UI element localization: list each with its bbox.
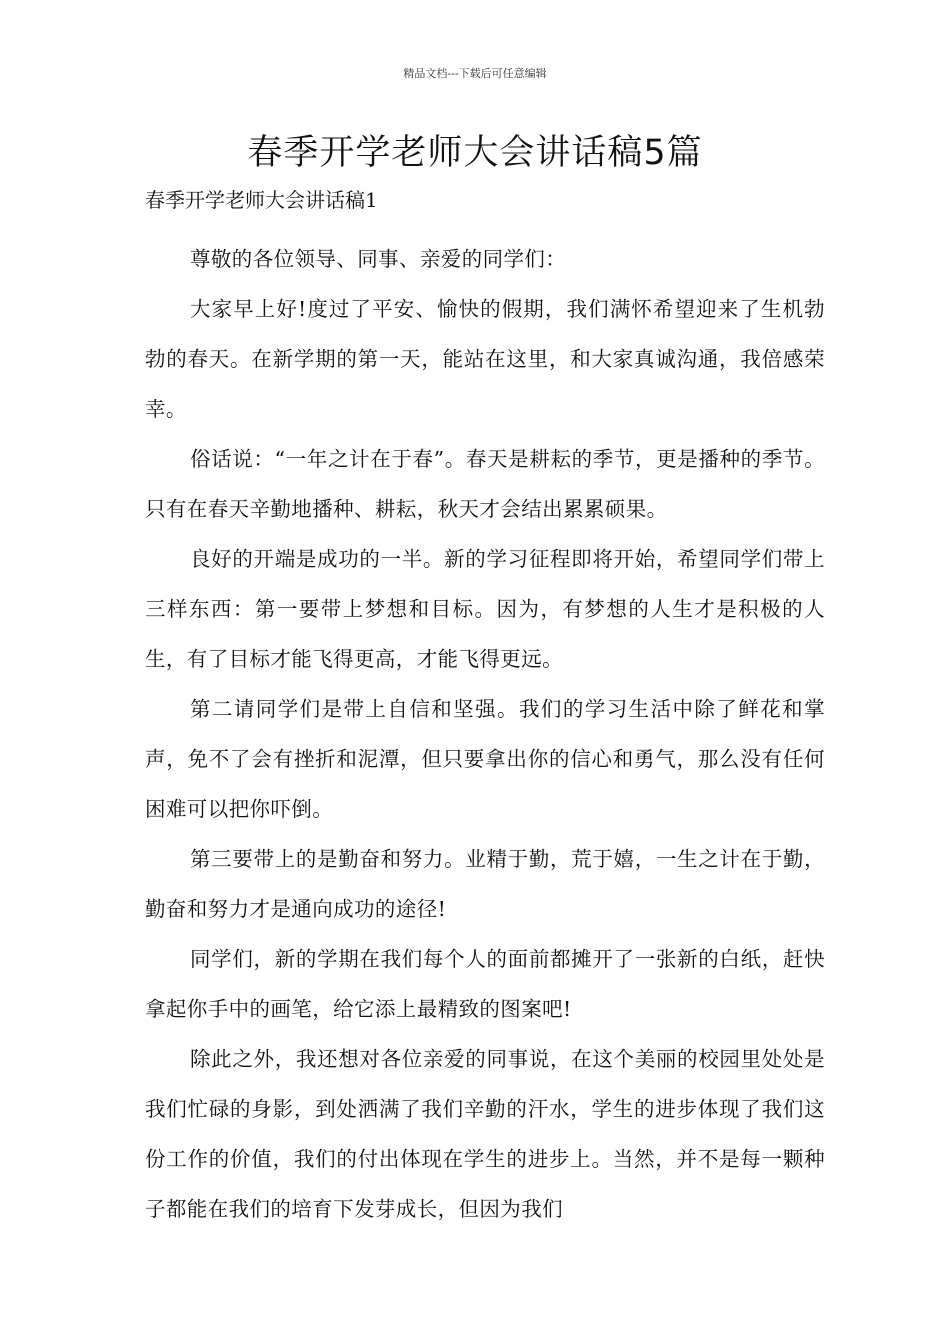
header-note: 精品文档---下载后可任意编辑 bbox=[403, 67, 547, 80]
paragraph: 第二请同学们是带上自信和坚强。我们的学习生活中除了鲜花和掌声，免不了会有挫折和泥潭，但只要拿出你的信心和勇气，那么没有任何困难可以把你吓倒。 bbox=[145, 697, 825, 821]
paragraph: 第三要带上的是勤奋和努力。业精于勤，荒于嬉，一生之计在于勤，勤奋和努力才是通向成功的途径! bbox=[145, 847, 825, 921]
document-title: 春季开学老师大会讲话稿5篇 bbox=[247, 133, 703, 173]
section-subtitle: 春季开学老师大会讲话稿1 bbox=[145, 188, 378, 212]
paragraph: 良好的开端是成功的一半。新的学习征程即将开始，希望同学们带上三样东西：第一要带上梦想和目标。因为，有梦想的人生才是积极的人生，有了目标才能飞得更高，才能飞得更远。 bbox=[145, 547, 825, 671]
paragraph: 大家早上好!度过了平安、愉快的假期，我们满怀希望迎来了生机勃勃的春天。在新学期的第一天，能站在这里，和大家真诚沟通，我倍感荣幸。 bbox=[145, 297, 825, 421]
paragraph: 同学们，新的学期在我们每个人的面前都摊开了一张新的白纸，赶快拿起你手中的画笔，给它添上最精致的图案吧! bbox=[145, 947, 825, 1021]
paragraph-salutation: 尊敬的各位领导、同事、亲爱的同学们： bbox=[190, 247, 567, 271]
paragraph: 俗话说：“一年之计在于春”。春天是耕耘的季节，更是播种的季节。只有在春天辛勤地播种、耕耘，秋天才会结出累累硕果。 bbox=[145, 447, 825, 521]
paragraph: 除此之外，我还想对各位亲爱的同事说，在这个美丽的校园里处处是我们忙碌的身影，到处洒满了我们辛勤的汗水，学生的进步体现了我们这份工作的价值，我们的付出体现在学生的进步上。当然，并不是每一颗种子都能在我们的培育下发芽成长，但因为我们 bbox=[145, 1047, 825, 1221]
body-text bbox=[145, 234, 825, 1234]
